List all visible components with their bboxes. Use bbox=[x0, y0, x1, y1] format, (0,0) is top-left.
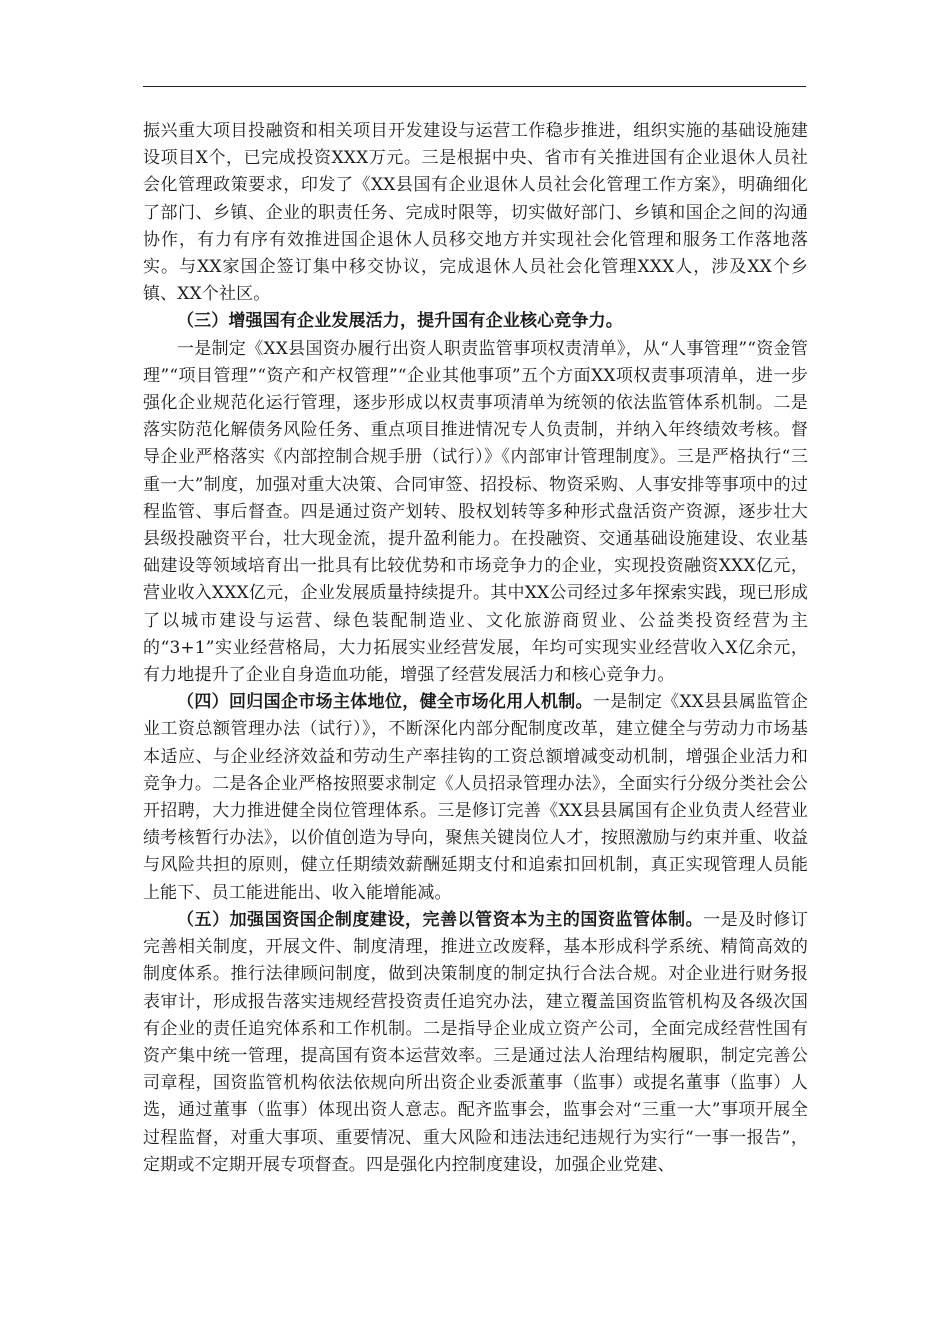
section-heading-4: （四）回归国企市场主体地位，健全市场化用人机制。 bbox=[177, 692, 593, 713]
header-rule bbox=[143, 86, 806, 87]
section-4-body: 一是制定《XX县县属监管企业工资总额管理办法（试行）》，不断深化内部分配制度改革，建立健全与劳动力市场基本适应、与企业经济效益和劳动生产率挂钩的工资总额增减变动机制，增强企业活力和竞争力。二是各企业严格按照要求制定《人员招录管理办法》，全面实行分级分类社会公开招聘，大力推进健全岗位管理体系。三是修订完善《XX县县属国有企业负责人经营业绩考核暂行办法》，以价值创造为导向，聚焦关键岗位人才，按照激励与约束并重、收益与风险共担的原则，健立任期绩效薪酬延期支付和追索扣回机制，真正实现管理人员能上能下、员工能进能出、收入能增能减。 bbox=[143, 692, 808, 903]
paragraph-section-5 bbox=[143, 907, 808, 1179]
section-heading-3: （三）增强国有企业发展活力，提升国有企业核心竞争力。 bbox=[177, 311, 623, 332]
document-body bbox=[143, 118, 808, 1179]
section-5-body: 一是及时修订完善相关制度，开展文件、制度清理，推进立改废释，基本形成科学系统、精简高效的制度体系。推行法律顾问制度，做到决策制度的制定执行合法合规。对企业进行财务报表审计，形成报告落实违规经营投资责任追究办法，建立覆盖国资监管机构及各级次国有企业的责任追究体系和工作机制。二是指导企业成立资产公司，全面完成经营性国有资产集中统一管理，提高国有资本运营效率。三是通过法人治理结构履职，制定完善公司章程，国资监管机构依法依规向所出资企业委派董事（监事）或提名董事（监事）人选，通过董事（监事）体现出资人意志。配齐监事会，监事会对“三重一大”事项开展全过程监督，对重大事项、重要情况、重大风险和违法违纪违规行为实行“一事一报告”，定期或不定期开展专项督查。四是强化内控制度建设，加强企业党建、 bbox=[143, 909, 808, 1175]
paragraph-section-4 bbox=[143, 689, 808, 907]
paragraph-section-3: 一是制定《XX县国资办履行出资人职责监管事项权责清单》，从“人事管理”“资金管理”“项目管理”“资产和产权管理”“企业其他事项”五个方面XX项权责事项清单，进一步强化企业规范化运行管理，逐步形成以权责事项清单为统领的依法监管体系机制。二是落实防范化解债务风险任务、重点项目推进情况专人负责制，并纳入年终绩效考核。督导企业严格落实《内部控制合规手册（试行）》《内部审计管理制度》。三是严格执行“三重一大”制度，加强对重大决策、合同审签、招投标、物资采购、人事安排等事项中的过程监管、事后督查。四是通过资产划转、股权划转等多种形式盘活资产资源，逐步壮大县级投融资平台，壮大现金流，提升盈利能力。在投融资、交通基础设施建设、农业基础建设等领域培育出一批具有比较优势和市场竞争力的企业，实现投资融资XXX亿元，营业收入XXX亿元，企业发展质量持续提升。其中XX公司经过多年探索实践，现已形成了以城市建设与运营、绿色装配制造业、文化旅游商贸业、公益类投资经营为主的“3+1”实业经营格局，大力拓展实业经营发展，年均可实现实业经营收入X亿余元，有力地提升了企业自身造血功能，增强了经营发展活力和核心竞争力。 bbox=[143, 338, 808, 686]
paragraph-continuation: 振兴重大项目投融资和相关项目开发建设与运营工作稳步推进，组织实施的基础设施建设项目X个，已完成投资XXX万元。三是根据中央、省市有关推进国有企业退休人员社会化管理政策要求，印发了《XX县国有企业退休人员社会化管理工作方案》，明确细化了部门、乡镇、企业的职责任务、完成时限等，切实做好部门、乡镇和国企之间的沟通协作，有力有序有效推进国企退休人员移交地方并实现社会化管理和服务工作落地落实。与XX家国企签订集中移交协议，完成退休人员社会化管理XXX人，涉及XX个乡镇、XX个社区。 bbox=[143, 121, 808, 305]
section-heading-5: （五）加强国资国企制度建设，完善以管资本为主的国资监管体制。 bbox=[177, 909, 704, 930]
